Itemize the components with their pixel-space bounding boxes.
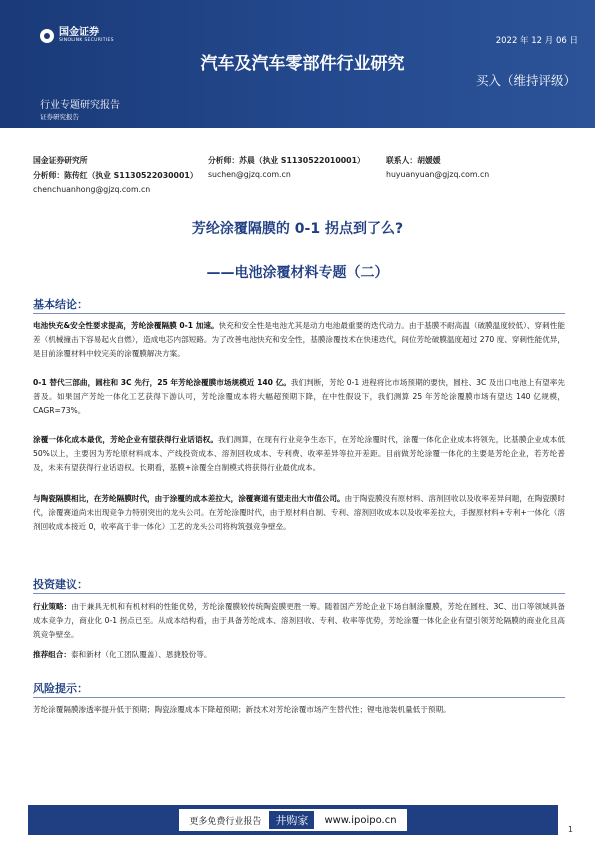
company-logo [40, 28, 114, 44]
invest-paragraph-2 [33, 648, 565, 662]
footer-url-link[interactable]: www.ipoipo.cn [324, 814, 397, 826]
basic-p3-lead: 涂覆一体化成本最优，芳纶企业有望获得行业话语权。 [33, 435, 219, 444]
analyst2-email[interactable]: chenchuanhong@gjzq.com.cn [33, 185, 151, 194]
contact-email[interactable]: huyuanyuan@gjzq.com.cn [386, 170, 490, 179]
basic-p1-text: 快充和安全性是电池尤其是动力电池最重要的迭代动力。由于基膜不耐高温（破膜温度较低）、穿刺性能差（机械撞击下容易起火自燃），造成电芯内部短路。为了改善电池快充和安全性，基膜涂覆技术在快速迭代，间位芳纶破膜温度超过 270 度、穿刺性能优异，是目前涂覆材料中较完美的涂覆膜解决方案。 [33, 321, 565, 359]
section-heading-invest: 投资建议： [33, 578, 88, 591]
institute-name: 国金证券研究所 [33, 156, 88, 165]
analyst2-name: 分析师：陈传红（执业 S1130522030001） [33, 171, 198, 180]
rating-label: 买入（维持评级） [475, 73, 576, 88]
report-header-banner [0, 0, 595, 128]
report-industry-title: 汽车及汽车零部件行业研究 [200, 54, 405, 74]
contact-name: 联系人：胡媛媛 [386, 156, 441, 165]
invest-p2-text: 泰和新材（化工团队覆盖）、恩捷股份等。 [70, 650, 212, 659]
risk-p1-text: 芳纶涂覆隔膜渗透率提升低于预期；陶瓷涂覆成本下降超预期；新技术对芳纶涂覆市场产生替代性；锂电池装机量低于预期。 [33, 705, 451, 714]
basic-p1-lead: 电池快充&安全性要求提高，芳纶涂覆隔膜 0-1 加速。 [33, 321, 219, 330]
report-subtitle: ——电池涂覆材料专题（二） [206, 265, 389, 281]
footer-ad-box[interactable] [179, 809, 406, 831]
report-date: 2022 年 12 月 06 日 [495, 36, 578, 46]
footer-ad-text: 更多免费行业报告 [189, 816, 262, 827]
basic-paragraph-4 [33, 492, 565, 535]
basic-paragraph-3 [33, 433, 565, 476]
section-divider [33, 593, 565, 594]
basic-paragraph-1 [33, 319, 565, 362]
logo-text-cn: 国金证券 [59, 27, 99, 38]
page-number: 1 [567, 825, 573, 834]
basic-p3-text: 我们测算，在现有行业竞争生态下，在芳纶涂覆时代，涂覆一体化企业成本将领先，比基膜企业成本低 50%以上，主要因为芳纶原材料成本、产线投资成本、溶剂回收成本、专利费、收率差异等拉开差距。目前做芳纶涂覆一体化的主要是芳纶企业，若芳纶普及，未来有望获得行业话语权。长期看，基膜+涂覆全自制模式将获得行业最优成本。 [33, 435, 566, 473]
basic-p4-text: 由于陶瓷膜没有原材料、溶剂回收以及收率差异问题，在陶瓷膜时代，涂覆赛道尚未出现竞争力特别突出的龙头公司。在芳纶涂覆时代，由于原材料自制、专利、溶剂回收成本以及收率差拉大，手握原材料+专利+一体化（溶剂回收成本接近 0，收率高于非一体化）工艺的龙头公司将构筑强竞争壁垒。 [33, 494, 566, 532]
basic-p2-text: 我们判断，芳纶 0-1 进程将比市场预期的要快，圆柱、3C 及出口电池上有望率先普及。如果国产芳纶一体化工艺获得下游认可，芳纶涂覆成本将大幅超预期下降，在中性假设下，我们测算 25 年芳纶涂覆膜市场有望达 140 亿规模，CAGR=73%。 [33, 378, 565, 416]
invest-paragraph-1 [33, 600, 565, 643]
analyst1-name: 分析师：苏晨（执业 S1130522010001） [208, 156, 365, 165]
analyst1-email[interactable]: suchen@gjzq.com.cn [208, 170, 291, 179]
section-divider [33, 697, 565, 698]
invest-p2-lead: 推荐组合： [33, 650, 71, 659]
risk-paragraph [33, 703, 565, 717]
section-divider [33, 313, 565, 314]
invest-p1-text: 由于兼具无机和有机材料的性能优势，芳纶涂覆膜较传统陶瓷膜更胜一筹。随着国产芳纶企业下场自制涂覆膜，芳纶在圆柱、3C、出口等领域具备成本竞争力，商业化 0-1 拐点已至。从成本结构看，由于具备芳纶成本、溶剂回收、专利、收率等优势，芳纶涂覆一体化企业有望引领芳纶隔膜的商业化且高筑竞争壁垒。 [33, 602, 565, 640]
logo-text-en: SINOLINK SECURITIES [59, 38, 114, 43]
basic-paragraph-2 [33, 376, 565, 419]
basic-p2-lead: 0-1 替代三部曲，圆柱和 3C 先行，25 年芳纶涂覆膜市场规模近 140 亿。 [33, 378, 291, 387]
logo-mark-icon [40, 29, 54, 43]
invest-p1-lead: 行业策略： [33, 602, 72, 611]
footer-banner [28, 805, 558, 835]
report-main-title: 芳纶涂覆隔膜的 0-1 拐点到了么? [191, 221, 404, 237]
section-heading-risk: 风险提示： [33, 682, 88, 695]
basic-p4-lead: 与陶瓷隔膜相比，在芳纶隔膜时代，由于涂覆的成本差拉大，涂覆赛道有望走出大市值公司。 [33, 494, 345, 503]
section-heading-basic: 基本结论： [33, 298, 88, 311]
report-subtype: 证券研究报告 [40, 113, 79, 121]
report-type: 行业专题研究报告 [40, 100, 120, 111]
footer-brand: 井购家 [269, 811, 314, 829]
